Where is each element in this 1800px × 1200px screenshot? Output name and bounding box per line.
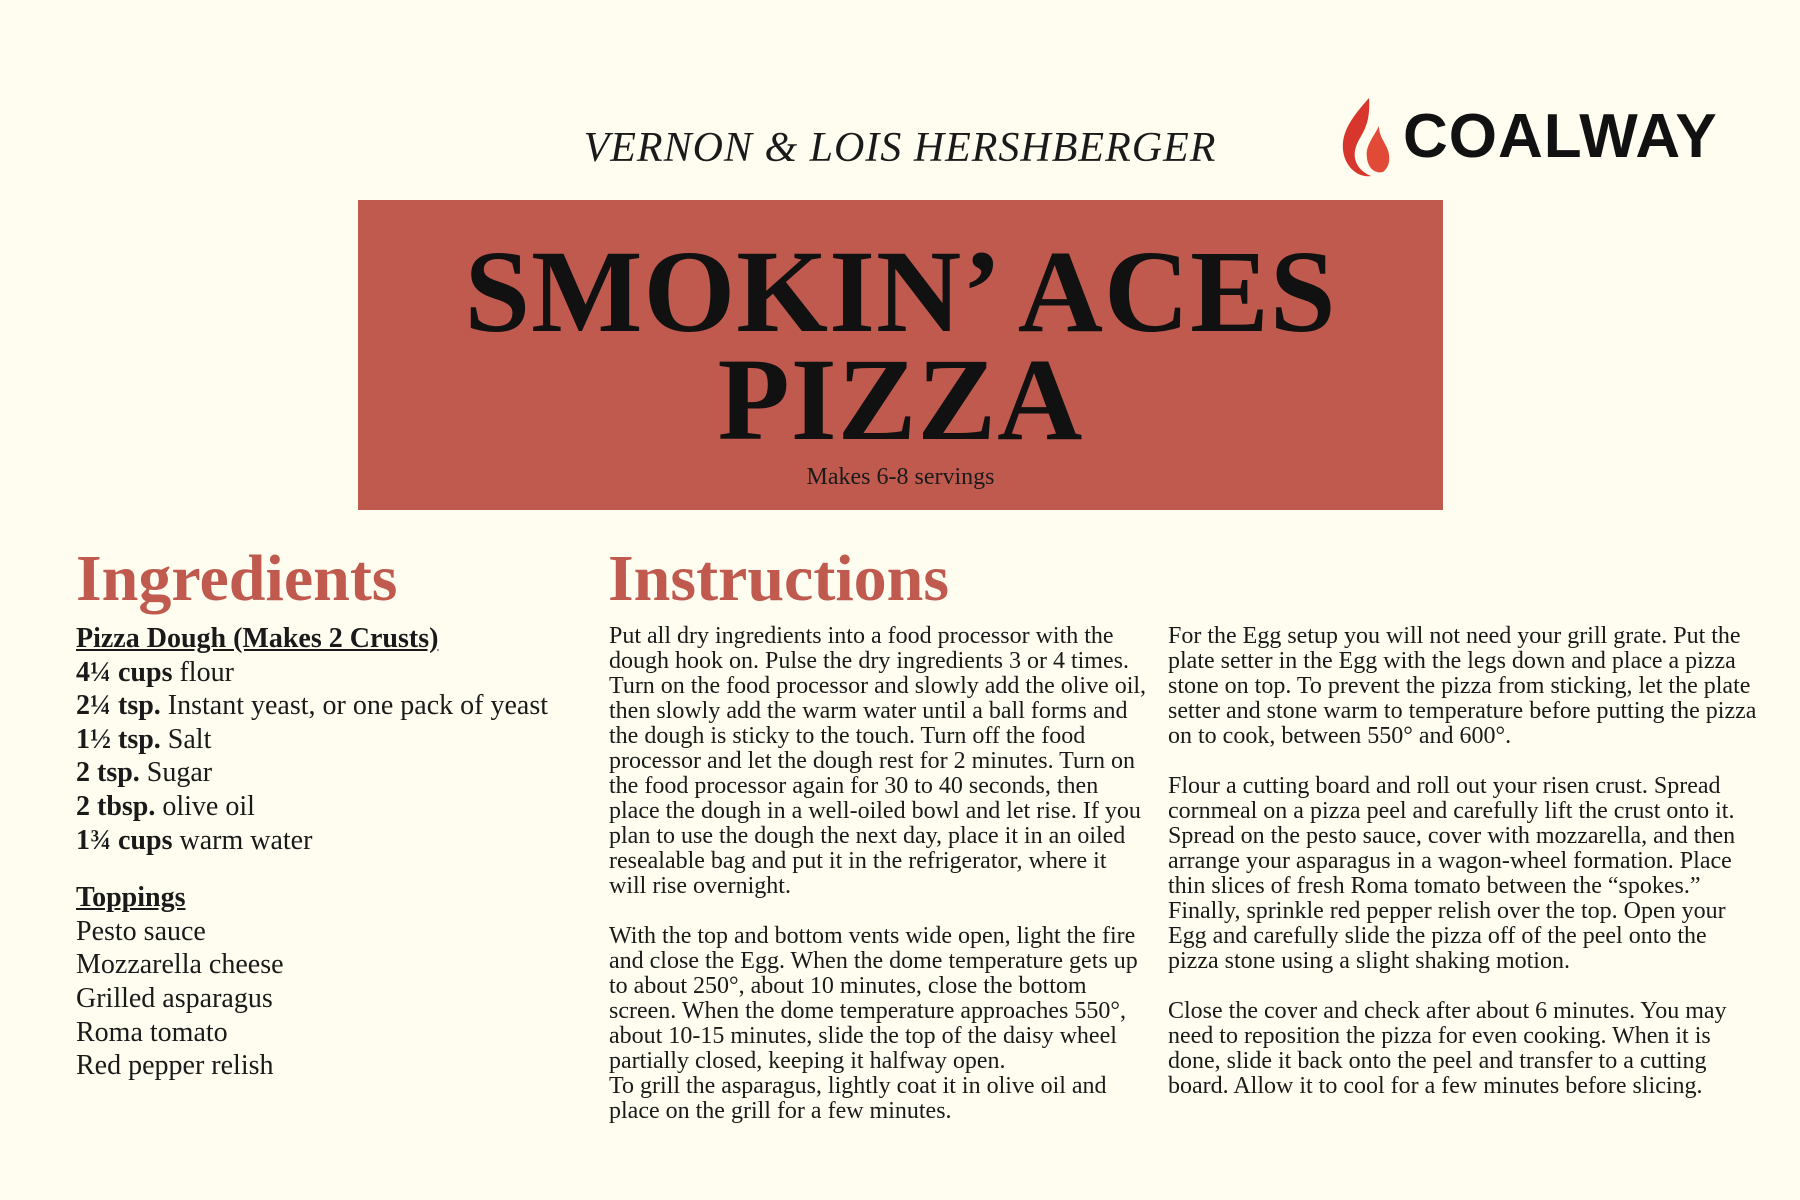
dough-subheading: Pizza Dough (Makes 2 Crusts) — [76, 623, 439, 654]
ingredient-item — [76, 790, 596, 824]
instructions-column-1 — [609, 624, 1149, 1149]
topping-item: Roma tomato — [76, 1016, 228, 1048]
servings-note: Makes 6-8 servings — [806, 464, 995, 490]
recipe-title — [358, 226, 1443, 465]
ingredient-qty: 1¾ cups — [76, 824, 173, 856]
ingredient-name: Sugar — [146, 757, 213, 789]
ingredient-name: flour — [179, 656, 234, 688]
instruction-paragraph: Flour a cutting board and roll out your risen crust. Spread cornmeal on a pizza peel and carefully lift the crust onto it. Spread on the pesto sauce, cover with mozzarella, and then arrange your asparagus in a wagon-wheel formation. Place thin slices of fresh Roma tomato between the “spokes.” Finally, sprinkle red pepper relish over the top. Open your Egg and carefully slide the pizza off of the peel onto the pizza stone using a slight shaking motion. — [1168, 773, 1736, 974]
ingredient-name: Salt — [167, 723, 212, 755]
logo-text: COALWAY — [1403, 102, 1718, 171]
instruction-paragraph: Put all dry ingredients into a food processor with the dough hook on. Pulse the dry ingredients 3 or 4 times. Turn on the food processor and slowly add the olive oil, then slowly add the warm water until a ball forms and the dough is sticky to the touch. Turn off the food processor and let the dough rest for 2 minutes. Turn on the food processor again for 30 to 40 seconds, then place the dough in a well-oiled bowl and let rise. If you plan to use the dough the next day, place it in an oiled resealable bag and put it in the refrigerator, where it will rise overnight. — [609, 623, 1147, 899]
ingredient-name: olive oil — [162, 790, 255, 822]
ingredient-item — [76, 756, 596, 790]
ingredients-list — [76, 622, 596, 1083]
topping-item: Red pepper relish — [76, 1050, 274, 1082]
topping-item: Mozzarella cheese — [76, 949, 284, 981]
title-banner — [358, 200, 1443, 510]
spacer — [76, 857, 596, 881]
ingredient-name: Instant yeast, or one pack of yeast — [167, 690, 548, 722]
ingredient-qty: 2 tsp. — [76, 757, 140, 789]
ingredient-qty: 2 tbsp. — [76, 790, 156, 822]
instruction-paragraph: For the Egg setup you will not need your grill grate. Put the plate setter in the Egg with the legs down and place a pizza stone on top. To prevent the pizza from sticking, let the plate setter and stone warm to temperature before putting the pizza on to cook, between 550° and 600°. — [1168, 623, 1757, 749]
ingredient-item — [76, 723, 596, 757]
topping-item: Pesto sauce — [76, 915, 206, 947]
ingredient-qty: 2¼ tsp. — [76, 690, 161, 722]
instruction-paragraph: Close the cover and check after about 6 minutes. You may need to reposition the pizza for even cooking. When it is done, slide it back onto the peel and transfer to a cutting board. Allow it to cool for a few minutes before slicing. — [1168, 998, 1727, 1099]
ingredient-name: warm water — [179, 824, 313, 856]
flame-icon — [1335, 96, 1393, 178]
ingredient-item — [76, 824, 596, 858]
author-name: VERNON & LOIS HERSHBERGER — [583, 125, 1217, 171]
topping-item: Grilled asparagus — [76, 982, 273, 1014]
ingredient-item — [76, 689, 596, 723]
title-line-2: PIZZA — [717, 334, 1084, 465]
instruction-paragraph: With the top and bottom vents wide open, light the fire and close the Egg. When the dome temperature gets up to about 250°, about 10 minutes, close the bottom screen. When the dome temperature approaches 550°, about 10-15 minutes, slide the top of the daisy wheel partially closed, keeping it halfway open. — [609, 923, 1138, 1074]
ingredient-qty: 1½ tsp. — [76, 723, 161, 755]
ingredients-heading: Ingredients — [76, 542, 398, 615]
instruction-paragraph: To grill the asparagus, lightly coat it in olive oil and place on the grill for a few minutes. — [609, 1073, 1107, 1124]
instructions-column-2 — [1168, 624, 1758, 1124]
ingredient-qty: 4¼ cups — [76, 656, 173, 688]
ingredient-item — [76, 656, 596, 690]
toppings-subheading: Toppings — [76, 882, 186, 914]
coalway-logo — [1335, 96, 1718, 178]
instructions-heading: Instructions — [608, 542, 950, 615]
title-line-1: SMOKIN’ ACES — [464, 226, 1337, 357]
